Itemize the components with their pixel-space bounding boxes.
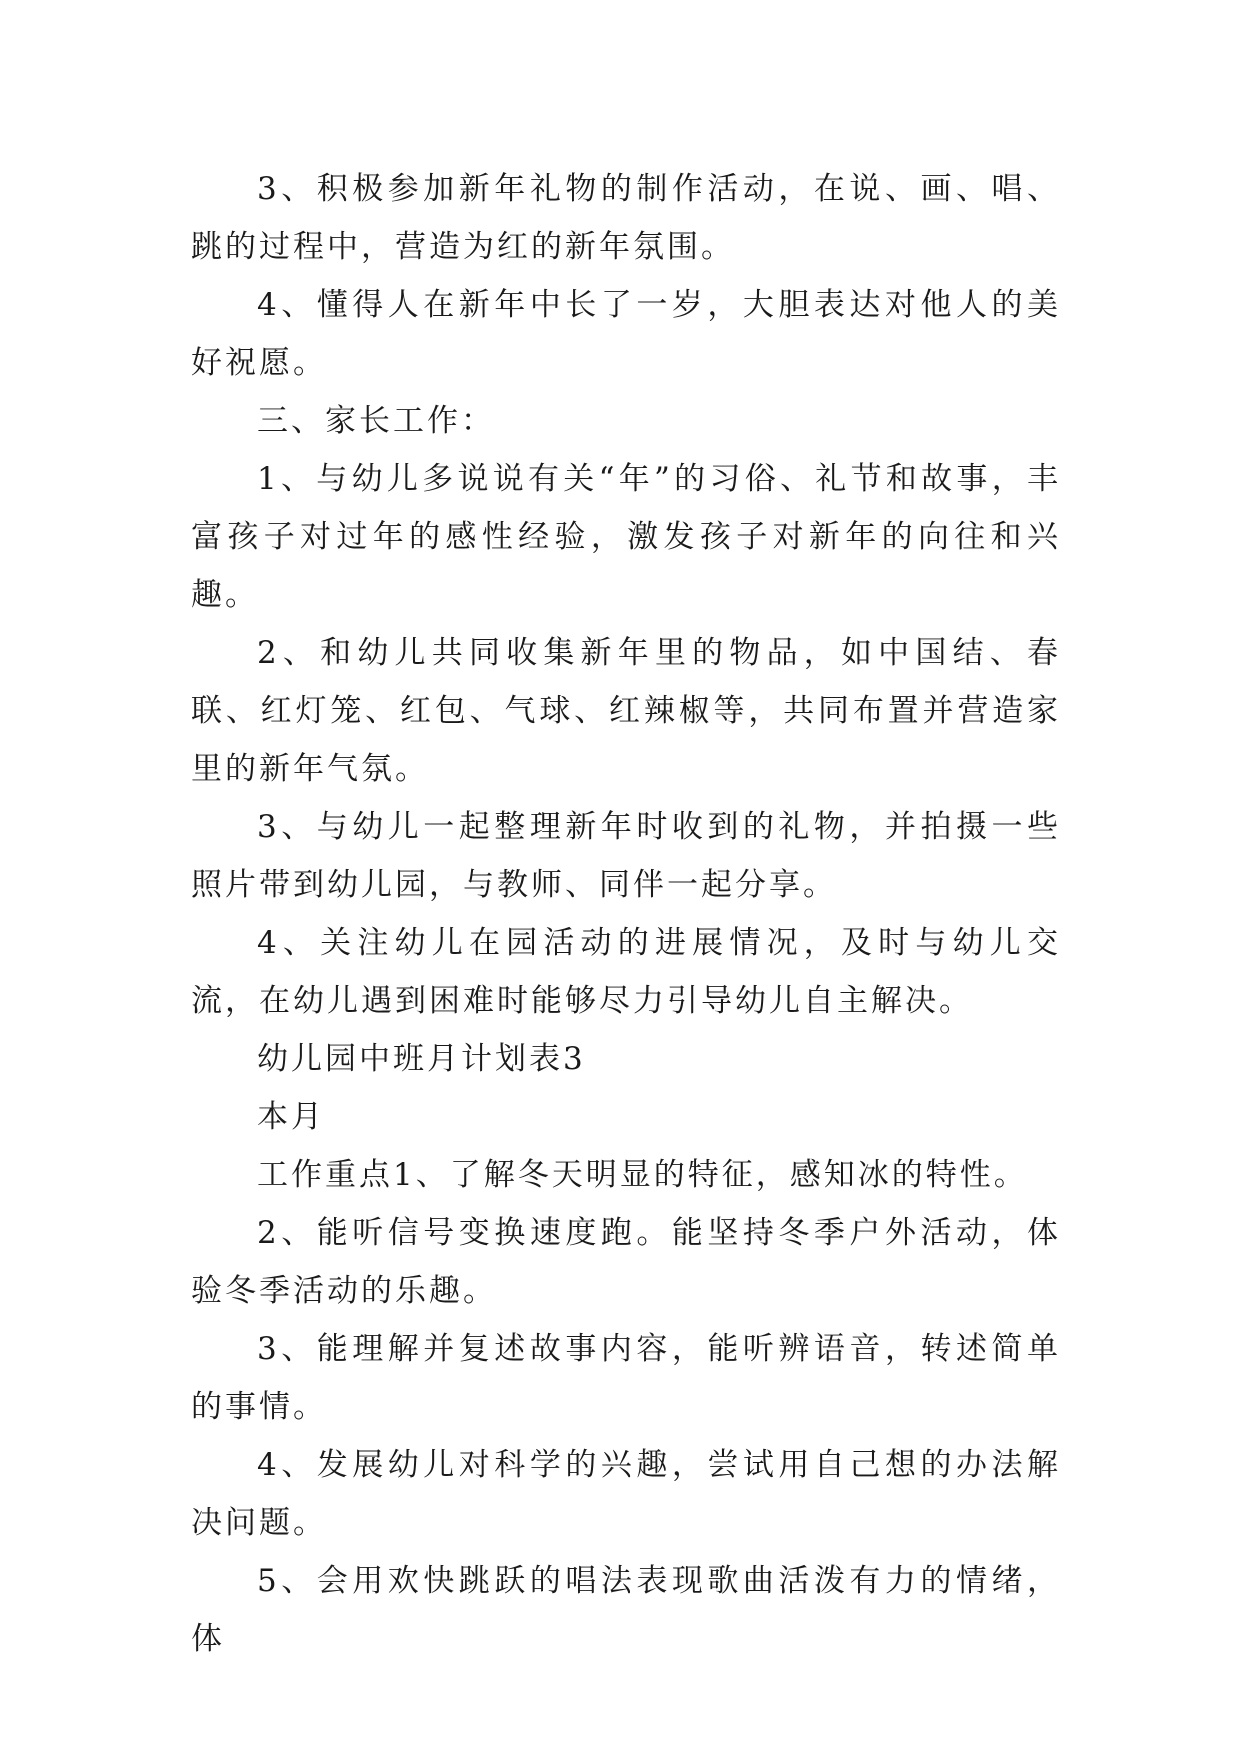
section-heading-parent-work: 三、家长工作：: [257, 403, 495, 439]
paragraph-parent-attention: 4、关注幼儿在园活动的进展情况，及时与幼儿交流，在幼儿遇到困难时能够尽力引导幼儿自主解决。: [191, 925, 1061, 1019]
paragraph-focus-science: 4、发展幼儿对科学的兴趣，尝试用自己想的办法解决问题。: [191, 1447, 1061, 1541]
paragraph-focus-winter: 工作重点1、了解冬天明显的特征，感知冰的特性。: [257, 1157, 1028, 1193]
paragraph-parent-organize-gifts: 3、与幼儿一起整理新年时收到的礼物，并拍摄一些照片带到幼儿园，与教师、同伴一起分享。: [191, 809, 1061, 903]
paragraph-gift-making: 3、积极参加新年礼物的制作活动，在说、画、唱、跳的过程中，营造为红的新年氛围。: [191, 171, 1061, 265]
plan-this-month-label: 本月: [257, 1099, 325, 1135]
paragraph-focus-running: 2、能听信号变换速度跑。能坚持冬季户外活动，体验冬季活动的乐趣。: [191, 1215, 1061, 1309]
document-body: [191, 160, 1061, 1668]
paragraph-parent-collect-items: 2、和幼儿共同收集新年里的物品，如中国结、春联、红灯笼、红包、气球、红辣椒等，共同布置并营造家里的新年气氛。: [191, 635, 1061, 787]
paragraph-focus-singing: 5、会用欢快跳跃的唱法表现歌曲活泼有力的情绪，体: [191, 1563, 1061, 1657]
plan-title: 幼儿园中班月计划表3: [257, 1041, 586, 1077]
paragraph-focus-story: 3、能理解并复述故事内容，能听辨语音，转述简单的事情。: [191, 1331, 1061, 1425]
paragraph-new-year-wishes: 4、懂得人在新年中长了一岁，大胆表达对他人的美好祝愿。: [191, 287, 1061, 381]
paragraph-parent-customs: 1、与幼儿多说说有关“年”的习俗、礼节和故事，丰富孩子对过年的感性经验，激发孩子对新年的向往和兴趣。: [191, 461, 1061, 613]
